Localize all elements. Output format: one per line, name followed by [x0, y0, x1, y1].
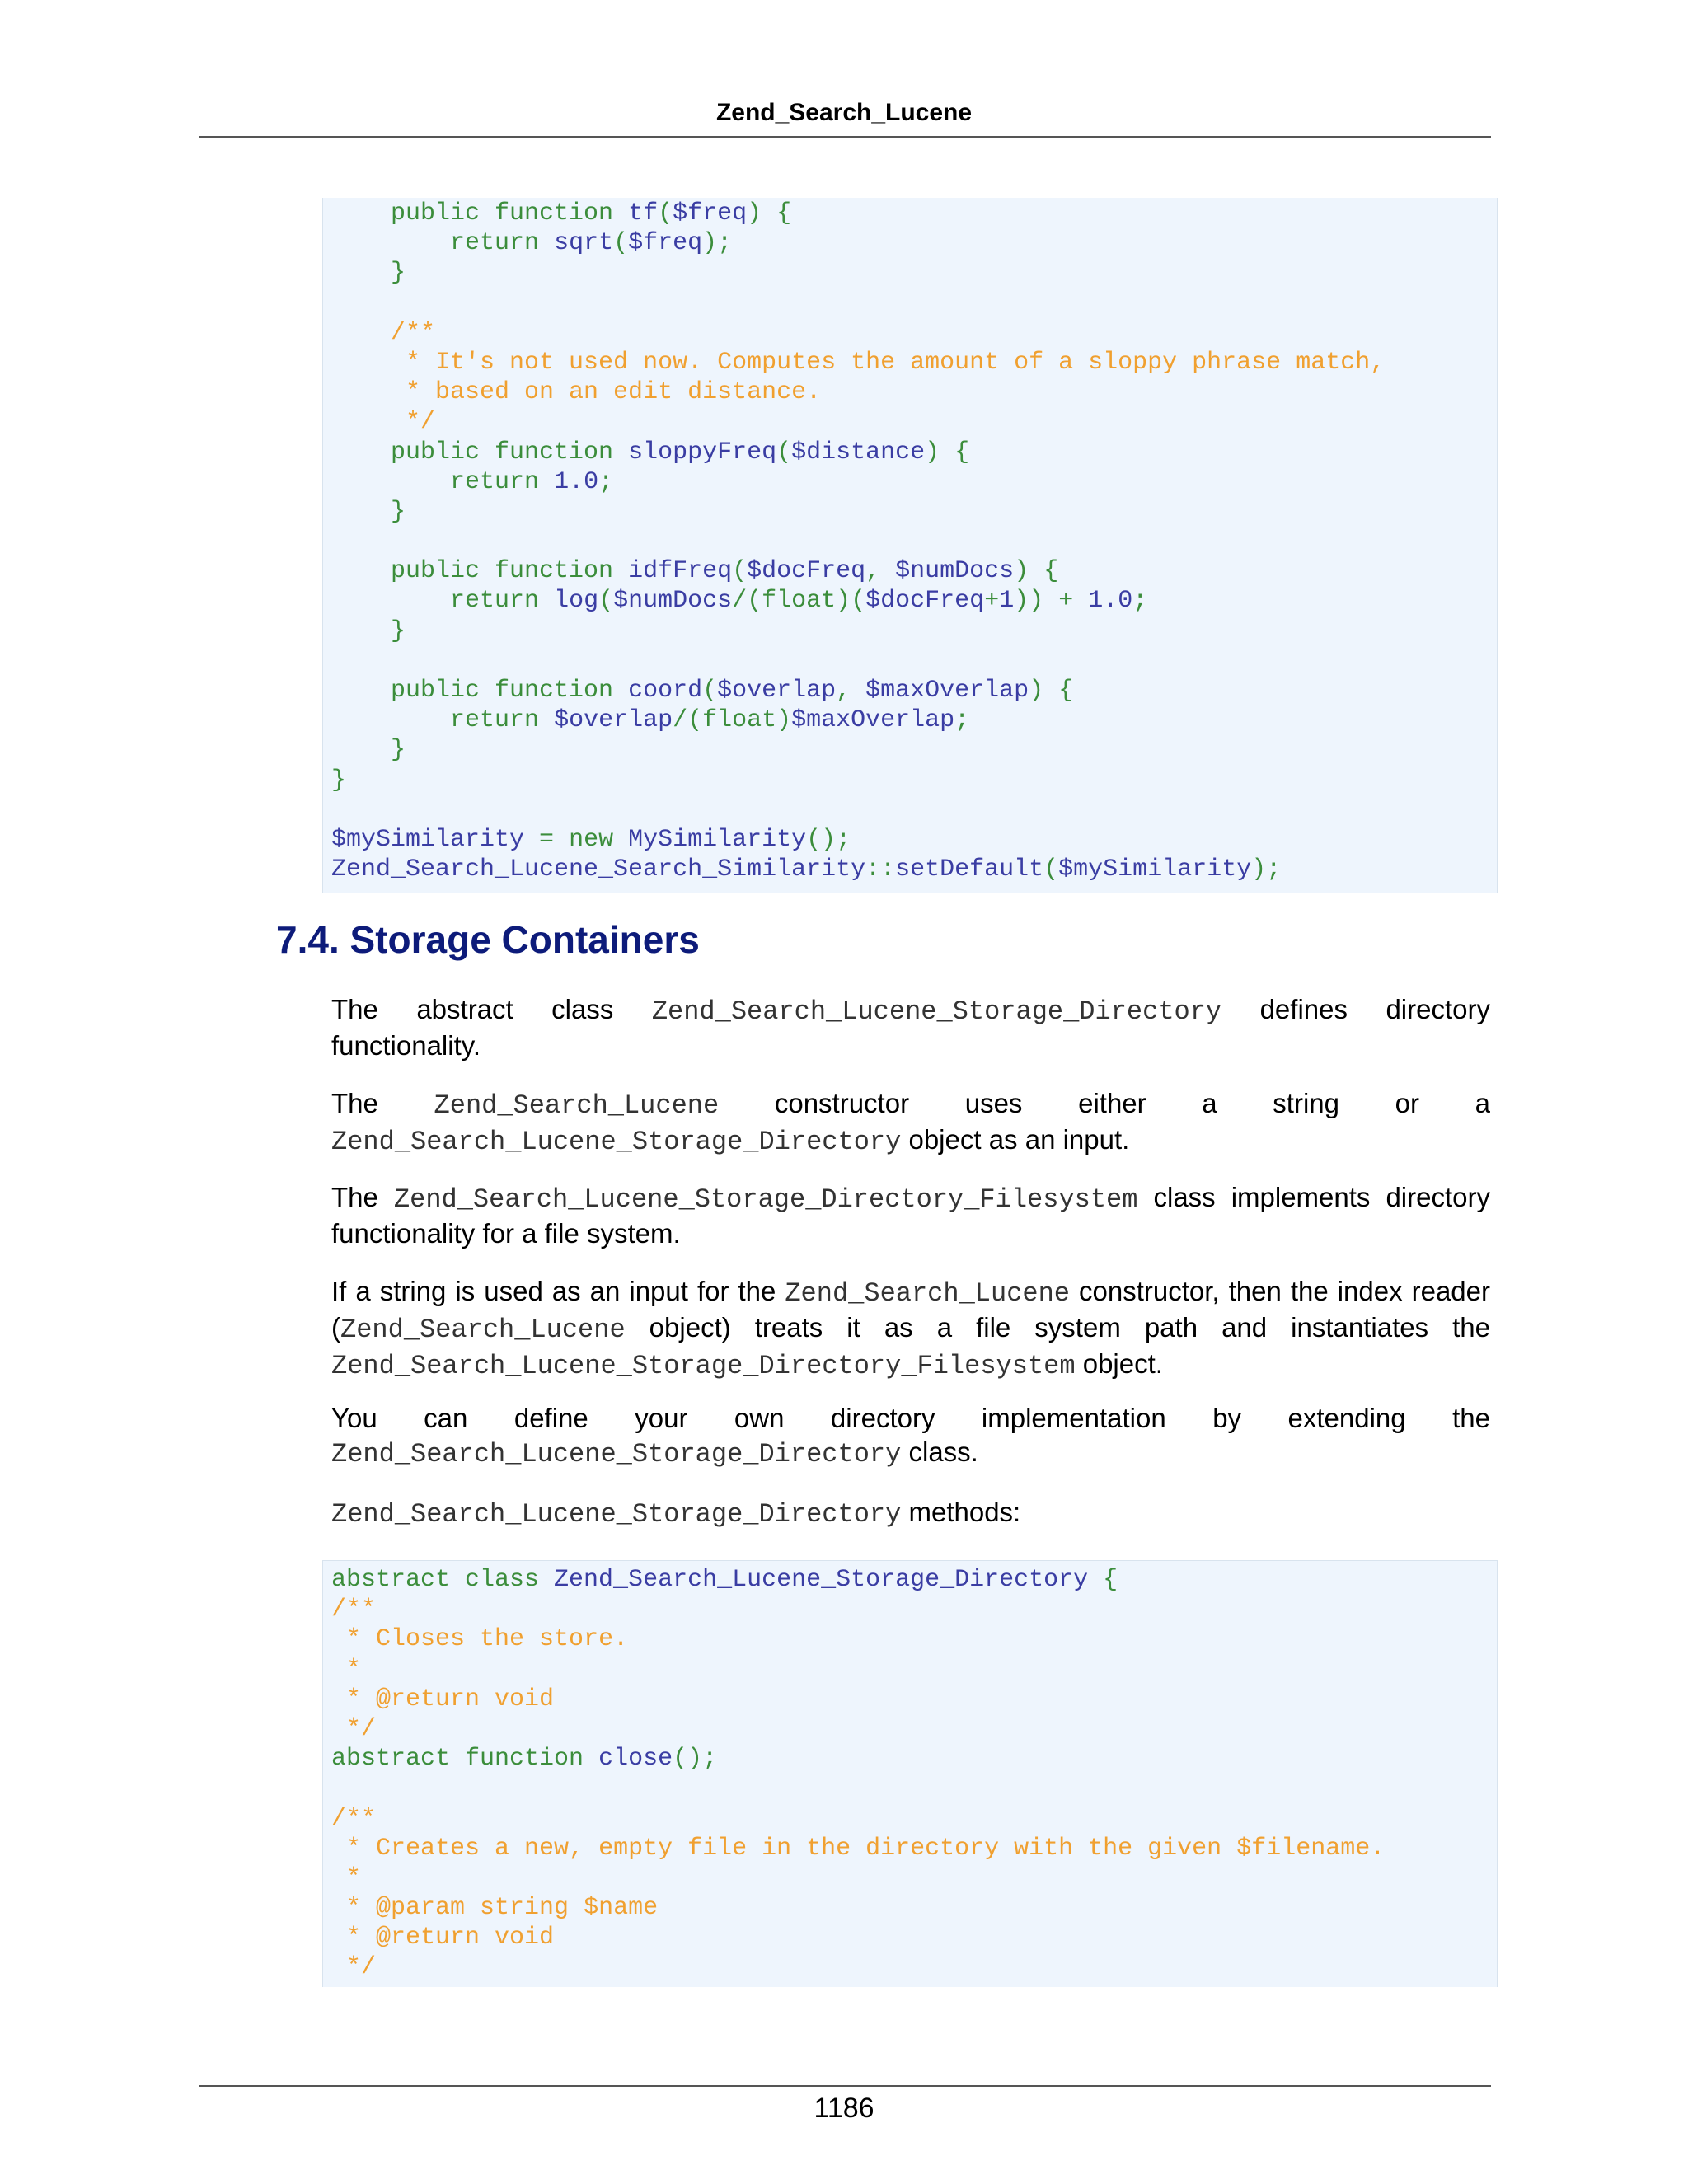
code-inline: Zend_Search_Lucene_Storage_Directory_Filesystem [331, 1351, 1076, 1381]
code-inline: Zend_Search_Lucene_Storage_Directory_Filesystem [393, 1184, 1138, 1215]
text-run: constructor, then the index reader ( [331, 1276, 1490, 1343]
code-inline: Zend_Search_Lucene_Storage_Directory [651, 996, 1222, 1027]
code-token: */ [346, 1953, 377, 1982]
code-token: Zend_Search_Lucene_Search_Similarity [331, 855, 866, 884]
section-heading: 7.4. Storage Containers [276, 918, 700, 961]
code-token [331, 349, 406, 377]
code-inline: Zend_Search_Lucene [785, 1278, 1070, 1309]
code-token: return [450, 587, 555, 616]
code-token: } [331, 766, 347, 794]
code-token [331, 1953, 346, 1981]
code-token [331, 229, 450, 257]
code-token: public function [391, 199, 629, 227]
code-line [331, 1655, 1385, 1685]
code-line [331, 1624, 1385, 1654]
code-token [331, 498, 391, 526]
code-inline: Zend_Search_Lucene_Storage_Directory [331, 1499, 902, 1530]
code-token: * @param string $name [346, 1894, 659, 1923]
code-token: public function [391, 677, 629, 705]
code-token: )) + [1014, 587, 1089, 616]
code-listing [331, 1565, 1385, 1983]
code-block-similarity [322, 198, 1498, 893]
code-token: } [391, 736, 406, 765]
paragraph-methods-intro [331, 1495, 1490, 1531]
code-token: sqrt [554, 229, 614, 258]
code-token [331, 557, 391, 585]
text-run: constructor uses either a string or a [719, 1088, 1490, 1118]
paragraph-filesystem-class [331, 1180, 1490, 1250]
text-run: methods: [901, 1497, 1021, 1527]
code-line [331, 228, 1385, 258]
code-token: /** [331, 1596, 377, 1624]
code-token: = [524, 825, 570, 854]
code-token [331, 706, 450, 734]
code-inline: Zend_Search_Lucene_Storage_Directory [331, 1439, 902, 1469]
code-token: ( [598, 587, 614, 616]
code-token: * Closes the store. [346, 1625, 629, 1654]
code-line [331, 1834, 1385, 1863]
code-line [331, 616, 1385, 646]
code-token: ; [954, 706, 970, 735]
code-token: ( [732, 557, 748, 586]
code-token: /(float) [673, 706, 792, 735]
paragraph-abstract-class [331, 992, 1490, 1062]
code-token: return [450, 467, 555, 496]
code-token: ) { [747, 199, 792, 227]
code-token: * based on an edit distance. [406, 378, 822, 407]
code-token: return [450, 229, 555, 258]
code-line [331, 288, 1385, 318]
code-line [331, 407, 1385, 437]
code-line [331, 556, 1385, 586]
text-run: object. [1075, 1348, 1163, 1379]
text-run: If a string is used as an input for the [331, 1276, 785, 1306]
code-token [331, 408, 406, 436]
code-token: $overlap [554, 706, 673, 735]
code-token: abstract function [331, 1745, 599, 1774]
code-token: ( [613, 229, 629, 258]
code-line [331, 1774, 1385, 1803]
code-token: * Creates a new, empty file in the directory with the given $filename. [346, 1834, 1386, 1863]
code-token: (); [806, 825, 851, 854]
code-token: $mySimilarity [1058, 855, 1252, 884]
code-token [331, 617, 391, 645]
code-block-storage-directory [322, 1560, 1498, 1987]
code-token: $freq [628, 229, 703, 258]
code-token: } [391, 259, 406, 288]
code-token [331, 378, 406, 406]
code-token [331, 736, 391, 764]
code-token: $docFreq [747, 557, 866, 586]
code-token: idfFreq [628, 557, 733, 586]
text-run: You can define your own directory implementation by extending the [331, 1403, 1490, 1433]
code-line [331, 199, 1385, 228]
code-line [331, 1804, 1385, 1834]
code-token: $numDocs [613, 587, 733, 616]
code-line [331, 318, 1385, 348]
code-line [331, 1952, 1385, 1982]
code-token: ); [702, 229, 733, 258]
text-run: defines directory functionality. [331, 994, 1490, 1061]
code-token: MySimilarity [628, 825, 807, 854]
paragraph-string-input [331, 1274, 1490, 1383]
code-token: ) { [925, 438, 970, 466]
code-token: $docFreq [865, 587, 985, 616]
code-token [331, 587, 450, 615]
code-token: ( [776, 438, 792, 466]
code-token: ; [1132, 587, 1148, 616]
code-token [331, 1894, 346, 1922]
code-line [331, 646, 1385, 676]
code-token: * [346, 1655, 362, 1684]
footer-divider [199, 2085, 1491, 2087]
code-line [331, 438, 1385, 467]
code-token: * @return void [346, 1685, 555, 1713]
code-token: /** [391, 318, 436, 347]
code-line [331, 527, 1385, 556]
code-token: ( [658, 199, 673, 227]
code-token [331, 1625, 346, 1653]
code-line [331, 1714, 1385, 1744]
code-token: close [598, 1745, 673, 1774]
code-token: * [346, 1863, 362, 1892]
text-run: class implements directory functionality for a file system. [331, 1182, 1490, 1249]
code-token: , [836, 677, 866, 705]
code-token [331, 1864, 346, 1892]
paragraph-constructor-input [331, 1086, 1490, 1159]
code-token: * It's not used now. Computes the amount of a sloppy phrase match, [406, 348, 1386, 377]
code-line [331, 467, 1385, 497]
text-run: The abstract class [331, 994, 652, 1024]
code-token: sloppyFreq [628, 438, 777, 466]
code-line [331, 1863, 1385, 1893]
code-token: /(float)( [732, 587, 866, 616]
code-listing [331, 199, 1385, 884]
code-token: */ [406, 408, 436, 437]
code-token: ); [1251, 855, 1282, 884]
code-line [331, 705, 1385, 735]
code-token [331, 1924, 346, 1952]
code-token [331, 1715, 346, 1743]
code-line [331, 735, 1385, 765]
text-run: class. [901, 1436, 978, 1467]
code-token: ( [1043, 855, 1059, 884]
paragraph-own-directory [331, 1401, 1490, 1471]
code-token [331, 677, 391, 705]
code-token: public function [391, 438, 629, 466]
code-line [331, 1595, 1385, 1624]
code-token: ) { [1029, 677, 1074, 705]
code-token [331, 438, 391, 466]
code-token [331, 468, 450, 496]
code-token: ) { [1014, 557, 1059, 586]
page-header-title: Zend_Search_Lucene [715, 99, 973, 126]
code-token [331, 259, 391, 287]
text-run: object) treats it as a file system path and instantiates the [625, 1312, 1490, 1343]
text-run: The [331, 1182, 394, 1212]
code-token: { [1088, 1566, 1118, 1594]
code-token: + [984, 587, 1000, 616]
code-token: */ [346, 1714, 377, 1743]
header-divider [199, 136, 1491, 138]
code-line [331, 348, 1385, 377]
code-token: ( [702, 677, 718, 705]
code-line [331, 795, 1385, 825]
code-token: } [391, 497, 406, 526]
code-token: return [450, 706, 555, 735]
code-token: $mySimilarity [331, 825, 525, 854]
code-token: public function [391, 557, 629, 586]
code-token: 1.0 [1088, 587, 1133, 616]
code-token [331, 319, 391, 347]
code-line [331, 586, 1385, 616]
code-line [331, 825, 1385, 855]
code-line [331, 1923, 1385, 1952]
code-token: abstract class [331, 1566, 555, 1594]
code-token [331, 1656, 346, 1684]
code-token: Zend_Search_Lucene_Storage_Directory [554, 1566, 1089, 1594]
code-token: setDefault [895, 855, 1044, 884]
code-inline: Zend_Search_Lucene_Storage_Directory [331, 1127, 902, 1157]
text-run: object as an input. [901, 1124, 1130, 1155]
code-token: $maxOverlap [791, 706, 955, 735]
code-line [331, 676, 1385, 705]
code-token: 1 [999, 587, 1015, 616]
code-token [331, 199, 391, 227]
code-line [331, 1565, 1385, 1595]
page-number: 1186 [814, 2093, 874, 2124]
code-inline: Zend_Search_Lucene [340, 1315, 626, 1345]
code-token: * @return void [346, 1924, 555, 1952]
code-inline: Zend_Search_Lucene [434, 1090, 720, 1121]
code-line [331, 1893, 1385, 1923]
code-token: log [554, 587, 599, 616]
code-token: $overlap [717, 677, 837, 705]
code-token: new [569, 825, 629, 854]
code-token: } [391, 616, 406, 645]
code-token: :: [865, 855, 896, 884]
code-token: tf [628, 199, 659, 227]
code-token: /** [331, 1804, 377, 1833]
code-token: ; [598, 467, 614, 496]
code-token: (); [673, 1745, 718, 1774]
code-token: $freq [673, 199, 748, 227]
code-token: $numDocs [895, 557, 1015, 586]
code-token: , [865, 557, 896, 586]
code-line [331, 766, 1385, 795]
code-token: 1.0 [554, 467, 599, 496]
code-line [331, 855, 1385, 884]
code-token: $distance [791, 438, 926, 466]
code-line [331, 258, 1385, 288]
text-run: The [331, 1088, 434, 1118]
code-line [331, 1685, 1385, 1714]
code-line [331, 377, 1385, 407]
code-line [331, 497, 1385, 527]
code-token: coord [628, 677, 703, 705]
code-token [331, 1835, 346, 1863]
code-line [331, 1744, 1385, 1774]
code-token: $maxOverlap [865, 677, 1029, 705]
code-token [331, 1685, 346, 1713]
